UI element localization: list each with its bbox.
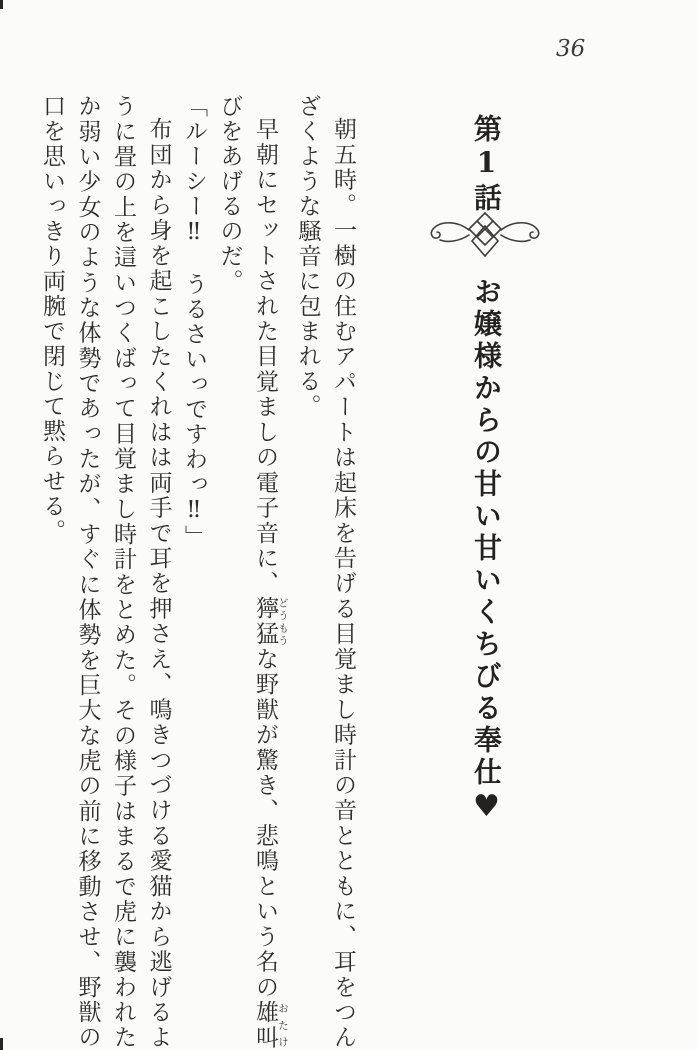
ornament-flourish-icon [428, 209, 542, 259]
ruby-annotated-word: 獰猛 どうもう [252, 596, 289, 647]
ruby-annotated-word: 雄叫 おたけ [252, 999, 289, 1050]
body-text [22, 94, 360, 1050]
chapter-title-text: お嬢様からの甘い甘いくちびる奉仕 [470, 277, 503, 789]
chapter-number-label: 第1話 [470, 114, 503, 215]
paragraph: 布団から身を起こしたくれはは両手で耳を押さえ、鳴きつづける愛猫から逃げるように畳の上を這いつくばって目覚まし時計をとめた。その様子はまるで虎に襲われたか弱い少女のような体勢であったが、すぐに体勢を巨大な虎の前に移動させ、野獣の口を思いっきり両腕で閉じて黙らせる。 [39, 94, 172, 1050]
paragraph: 「ルーシー‼ うるさいっですわっ‼」 [181, 94, 207, 550]
paragraph: 朝五時。一樹の住むアパートは起床を告げる目覚まし時計の音とともに、耳をつんざくような騒音に包まれる。 [294, 94, 356, 1050]
heart-icon: ♥ [469, 789, 504, 824]
page-number: 36 [556, 36, 586, 62]
scan-edge-artifact [0, 1038, 3, 1050]
scan-edge-artifact [0, 0, 3, 9]
paragraph: 早朝にセットされた目覚ましの電子音に、獰猛 どうもうな野獣が驚き、悲鳴という名の雄叫 おたけびをあげるのだ。 [216, 94, 289, 1050]
